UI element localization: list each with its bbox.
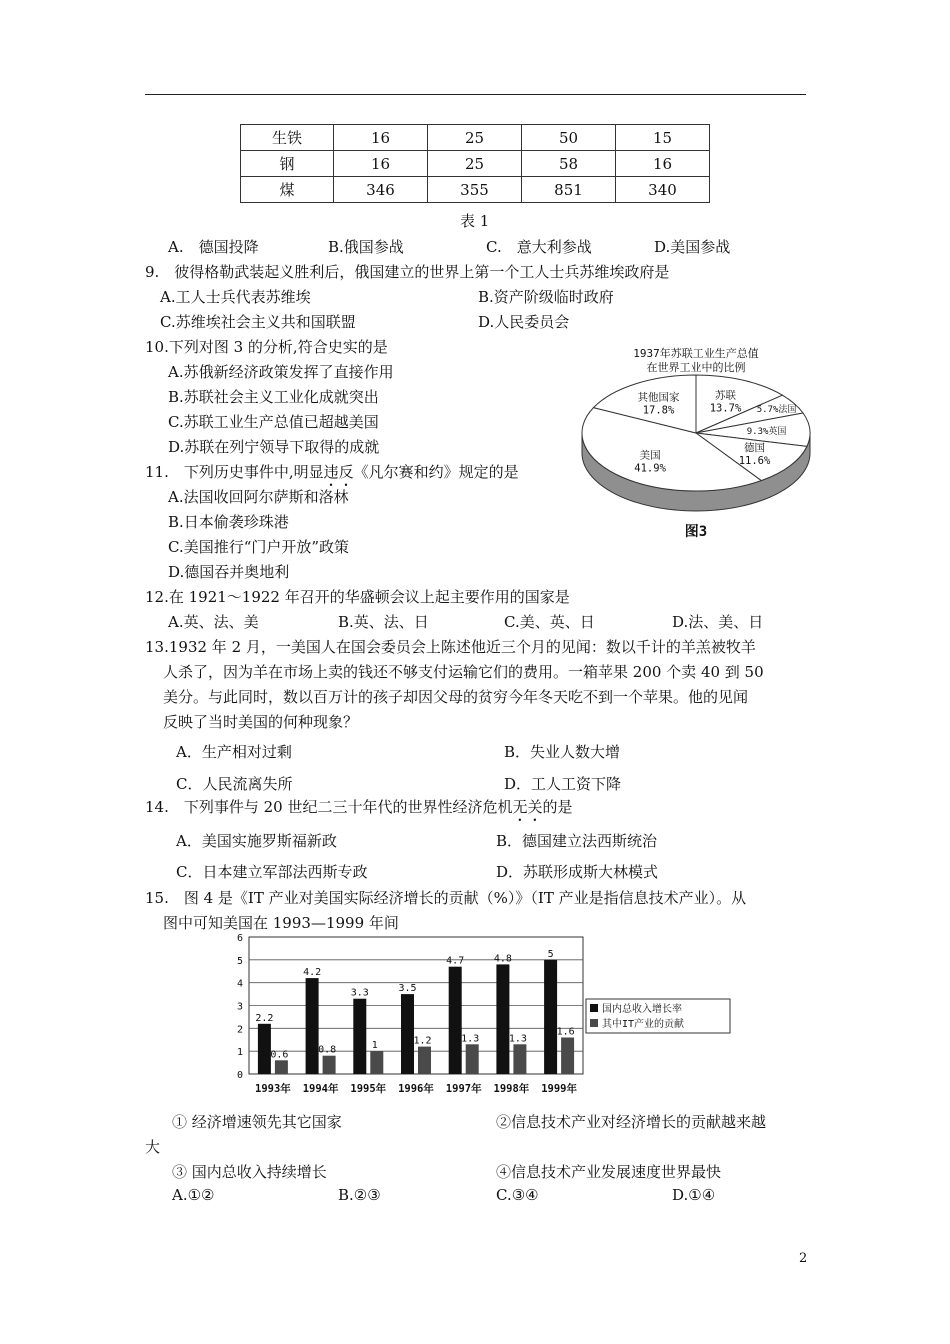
q12-option-a: A.英、法、美 <box>168 613 259 631</box>
y-tick-label-6: 6 <box>236 933 243 944</box>
pie-value-4: 41.9% <box>634 462 666 475</box>
q13-line-1: 13.1932 年 2 月，一美国人在国会委员会上陈述他近三个月的见闻：数以千计的羊羔被牧羊 <box>145 638 756 656</box>
q10-option-b: B.苏联社会主义工业化成就突出 <box>168 388 379 406</box>
bar-it-1 <box>323 1056 336 1074</box>
q15-option-b: B.②③ <box>338 1186 381 1204</box>
x-tick-label-0: 1993年 <box>255 1083 291 1095</box>
q15-statement-3: ③ 国内总收入持续增长 <box>172 1163 327 1181</box>
q12-stem: 12.在 1921～1922 年召开的华盛顿会议上起主要作用的国家是 <box>145 588 570 606</box>
bar-label-gdp-5: 4.8 <box>493 953 512 965</box>
q10-option-a: A.苏俄新经济政策发挥了直接作用 <box>168 363 394 381</box>
bar-label-gdp-3: 3.5 <box>398 983 417 995</box>
bar-label-it-6: 1.6 <box>556 1026 575 1038</box>
q15-line-2: 图中可知美国在 1993—1999 年间 <box>163 914 399 932</box>
bar-xticks <box>255 1082 577 1095</box>
q13-line-2: 人杀了，因为羊在市场上卖的钱还不够支付运输它们的费用。一箱苹果 200 个卖 40 到 50 <box>163 663 764 681</box>
q8-option-d: D.美国参战 <box>654 238 731 256</box>
figure-4-bar-chart <box>232 930 732 1105</box>
q9-option-c: C.苏维埃社会主义共和国联盟 <box>160 313 356 331</box>
bar-gdp-3 <box>401 994 414 1074</box>
bar-yticks <box>237 933 243 1081</box>
q14-option-b: B．德国建立法西斯统治 <box>496 832 658 850</box>
q9-stem: 9. 彼得格勒武装起义胜利后，俄国建立的世界上第一个工人士兵苏维埃政府是 <box>145 263 670 281</box>
bar-gdp-5 <box>496 964 509 1074</box>
bar-gdp-1 <box>306 978 319 1074</box>
bar-label-it-4: 1.3 <box>461 1033 480 1045</box>
bar-label-it-3: 1.2 <box>413 1035 432 1047</box>
q9-option-d: D.人民委员会 <box>478 313 570 331</box>
bar-label-gdp-1: 4.2 <box>303 967 322 979</box>
bar-it-5 <box>513 1044 526 1074</box>
pie-label-5: 其他国家 <box>637 391 680 404</box>
y-tick-label-5: 5 <box>236 955 243 967</box>
bar-gdp-2 <box>353 999 366 1074</box>
q13-option-d: D．工人工资下降 <box>504 775 622 793</box>
legend-swatch-gdp <box>590 1004 598 1012</box>
legend-label-gdp: 国内总收入增长率 <box>602 1004 682 1015</box>
y-tick-label-1: 1 <box>236 1047 243 1059</box>
q12-option-b: B.英、法、日 <box>338 613 429 631</box>
pie-value-0: 13.7% <box>709 402 742 415</box>
bar-gdp-6 <box>544 960 557 1074</box>
q8-option-c: C. 意大利参战 <box>486 238 592 256</box>
q14-stem: 14. 下列事件与 20 世纪二三十年代的世界性经济危机无关的是 <box>145 798 573 816</box>
q13-line-3: 美分。与此同时，数以百万计的孩子却因父母的贫穷今年冬天吃不到一个苹果。他的见闻 <box>163 688 749 706</box>
x-tick-label-6: 1999年 <box>541 1083 577 1095</box>
y-tick-label-4: 4 <box>236 978 243 990</box>
pie-label-0: 苏联 <box>715 389 736 402</box>
table-caption: 表 1 <box>460 212 490 230</box>
bar-label-it-2: 1 <box>371 1040 378 1052</box>
pie-title-line-1: 1937年苏联工业生产总值 <box>633 347 759 360</box>
q8-option-a: A. 德国投降 <box>168 238 259 256</box>
page-number: 2 <box>799 1251 808 1266</box>
q14-option-a: A．美国实施罗斯福新政 <box>176 832 337 850</box>
bar-label-gdp-6: 5 <box>547 948 554 960</box>
q15-statement-4: ④信息技术产业发展速度世界最快 <box>496 1163 722 1181</box>
bar-label-it-0: 0.6 <box>270 1049 289 1061</box>
pie-label-2: 9.3%英国 <box>746 426 787 437</box>
table-1 <box>240 124 710 203</box>
bar-it-3 <box>418 1047 431 1074</box>
bar-it-2 <box>370 1051 383 1074</box>
q15-option-a: A.①② <box>172 1186 215 1204</box>
q15-option-d: D.①④ <box>672 1186 716 1204</box>
table-row: 钢 16 25 58 16 <box>241 151 710 177</box>
q10-option-d: D.苏联在列宁领导下取得的成就 <box>168 438 380 456</box>
legend-label-it: 其中IT产业的贡献 <box>602 1019 685 1030</box>
q15-statement-1: ① 经济增速领先其它国家 <box>172 1113 342 1131</box>
pie-value-5: 17.8% <box>642 404 675 417</box>
q13-option-c: C．人民流离失所 <box>176 775 293 793</box>
q9-option-b: B.资产阶级临时政府 <box>478 288 614 306</box>
figure-3-caption: 图3 <box>684 524 708 540</box>
x-tick-label-1: 1994年 <box>302 1083 339 1095</box>
q13-line-4: 反映了当时美国的何种现象？ <box>163 713 359 731</box>
bar-gdp-4 <box>449 967 462 1074</box>
q8-option-b: B.俄国参战 <box>328 238 404 256</box>
q10-option-c: C.苏联工业生产总值已超越美国 <box>168 413 379 431</box>
pie-label-4: 美国 <box>639 449 661 462</box>
q15-statement-2: ②信息技术产业对经济增长的贡献越来越 <box>496 1113 767 1131</box>
q13-option-a: A．生产相对过剩 <box>176 743 292 761</box>
figure-3-pie-chart <box>578 340 818 550</box>
bar-label-gdp-0: 2.2 <box>255 1012 274 1024</box>
bar-label-it-1: 0.8 <box>318 1044 337 1056</box>
q9-option-a: A.工人士兵代表苏维埃 <box>160 288 311 306</box>
q11-option-d: D.德国吞并奥地利 <box>168 563 290 581</box>
q12-option-d: D.法、美、日 <box>672 613 764 631</box>
bar-it-4 <box>466 1044 479 1074</box>
pie-value-3: 11.6% <box>738 455 771 468</box>
legend-swatch-it <box>590 1019 598 1027</box>
x-tick-label-2: 1995年 <box>350 1083 387 1095</box>
q11-option-b: B.日本偷袭珍珠港 <box>168 513 289 531</box>
x-tick-label-5: 1998年 <box>493 1083 530 1095</box>
header-rule <box>145 94 806 95</box>
bar-label-gdp-2: 3.3 <box>350 987 369 999</box>
q15-statement-2-cont: 大 <box>145 1138 161 1156</box>
q12-option-c: C.美、英、日 <box>504 613 595 631</box>
bar-label-gdp-4: 4.7 <box>446 955 465 967</box>
bar-it-6 <box>561 1038 574 1075</box>
table-row: 煤 346 355 851 340 <box>241 177 710 203</box>
q11-stem: 11. 下列历史事件中,明显违反《凡尔赛和约》规定的是 <box>145 463 519 481</box>
x-tick-label-3: 1996年 <box>398 1083 434 1095</box>
q15-option-c: C.③④ <box>496 1186 539 1204</box>
bar-gdp-0 <box>258 1024 271 1074</box>
q11-option-a: A.法国收回阿尔萨斯和洛林 <box>168 488 349 506</box>
q13-option-b: B．失业人数大增 <box>504 743 621 761</box>
q11-option-c: C.美国推行“门户开放”政策 <box>168 538 350 556</box>
q10-stem: 10.下列对图 3 的分析,符合史实的是 <box>145 338 388 356</box>
y-tick-label-2: 2 <box>236 1024 243 1036</box>
pie-label-1: 5.7%法国 <box>756 404 797 415</box>
table-row: 生铁 16 25 50 15 <box>241 125 710 151</box>
y-tick-label-0: 0 <box>236 1070 243 1081</box>
pie-title-line-2: 在世界工业中的比例 <box>646 361 746 374</box>
bar-label-it-5: 1.3 <box>508 1033 527 1045</box>
q14-option-c: C．日本建立军部法西斯专政 <box>176 863 368 881</box>
q15-line-1: 15. 图 4 是《IT 产业对美国实际经济增长的贡献（%）》（IT 产业是指信息技术产业）。从 <box>145 889 747 907</box>
q14-option-d: D．苏联形成斯大林模式 <box>496 863 659 881</box>
y-tick-label-3: 3 <box>236 1001 243 1013</box>
pie-label-3: 德国 <box>744 442 765 455</box>
x-tick-label-4: 1997年 <box>445 1083 482 1095</box>
bar-it-0 <box>275 1060 288 1074</box>
